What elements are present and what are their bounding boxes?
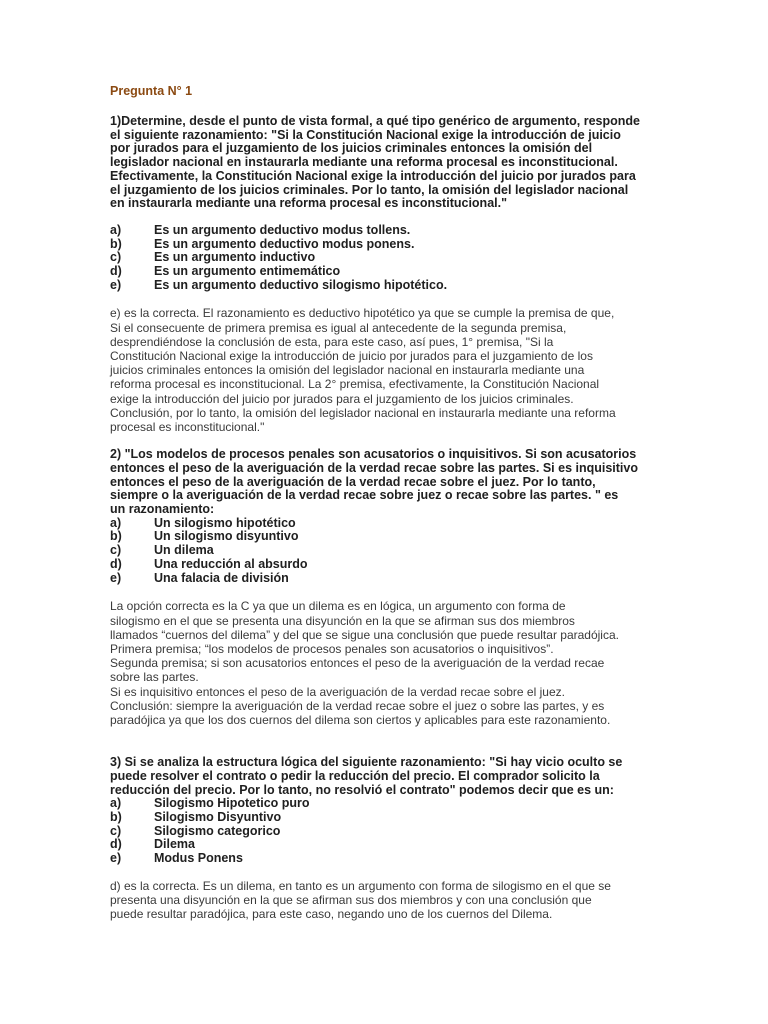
option-e bbox=[110, 279, 658, 293]
option-letter: e) bbox=[110, 277, 122, 292]
option-letter: a) bbox=[110, 796, 122, 811]
option-text: Una falacia de división bbox=[154, 570, 289, 585]
question-line: un razonamiento: bbox=[110, 502, 215, 517]
answer-line: paradójica ya que los dos cuernos del dilema son ciertos y aplicables para este razonamiento. bbox=[110, 712, 611, 727]
question-line: 3) Si se analiza la estructura lógica del siguiente razonamiento: "Si hay vicio oculto se bbox=[110, 755, 623, 770]
answer-line: juicios criminales entonces la omisión del legislador nacional en instaurarla mediante una bbox=[110, 363, 585, 378]
option-letter: b) bbox=[110, 236, 122, 251]
option-letter: d) bbox=[110, 837, 122, 852]
answer-line: Conclusión, por lo tanto, la omisión del legislador nacional en instaurarla mediante una reforma bbox=[110, 405, 616, 420]
question-3 bbox=[110, 756, 658, 921]
option-b bbox=[110, 530, 658, 544]
answer-line: Primera premisa; “los modelos de procesos penales son acusatorios o inquisitivos”. bbox=[110, 641, 554, 656]
option-letter: b) bbox=[110, 529, 122, 544]
answer-2-text bbox=[110, 599, 658, 727]
question-1-text bbox=[110, 115, 658, 211]
question-line: legislador nacional en instaurarla mediante una reforma procesal es inconstitucional. bbox=[110, 155, 618, 170]
answer-line: Constitución Nacional exige la introducción de juicio por jurados para el juzgamiento de los bbox=[110, 349, 593, 364]
section-heading: Pregunta N° 1 bbox=[110, 84, 193, 98]
answer-line: desprendiéndose la conclusión de esta, para este caso, así pues, 1° premisa, "Si la bbox=[110, 334, 554, 349]
option-text: Es un argumento deductivo silogismo hipotético. bbox=[154, 277, 448, 292]
option-text: Silogismo Hipotetico puro bbox=[154, 796, 310, 811]
answer-line: exige la introducción del juicio por jurados para el juzgamiento de los juicios criminales. bbox=[110, 391, 574, 406]
question-line: reducción del precio. Por lo tanto, no resolvió el contrato" podemos decir que es un: bbox=[110, 782, 614, 797]
option-text: Es un argumento inductivo bbox=[154, 250, 316, 265]
option-letter: c) bbox=[110, 823, 122, 838]
question-line: Efectivamente, la Constitución Nacional exige la introducción del juicio por jurados para bbox=[110, 168, 636, 183]
document-content bbox=[110, 84, 658, 921]
answer-line: presenta una disyunción en la que se afirman sus dos miembros y con una conclusión que bbox=[110, 892, 592, 907]
answer-line: silogismo en el que se presenta una disyunción en la que se afirman sus dos miembros bbox=[110, 613, 575, 628]
option-d bbox=[110, 558, 658, 572]
question-line: 1)Determine, desde el punto de vista formal, a qué tipo genérico de argumento, responde bbox=[110, 114, 640, 128]
option-letter: d) bbox=[110, 264, 122, 279]
question-1 bbox=[110, 115, 658, 434]
option-text: Silogismo categorico bbox=[154, 823, 281, 838]
answer-line: La opción correcta es la C ya que un dilema es en lógica, un argumento con forma de bbox=[110, 599, 566, 614]
option-c bbox=[110, 251, 658, 265]
option-letter: e) bbox=[110, 851, 122, 866]
question-1-options bbox=[110, 224, 658, 293]
option-text: Es un argumento deductivo modus ponens. bbox=[154, 236, 415, 251]
question-line: entonces el peso de la averiguación de la verdad recae sobre el juez. Por lo tanto, bbox=[110, 474, 596, 489]
option-letter: a) bbox=[110, 222, 122, 237]
option-text: Un silogismo hipotético bbox=[154, 515, 296, 530]
option-letter: a) bbox=[110, 515, 122, 530]
question-2-text bbox=[110, 448, 658, 517]
option-letter: d) bbox=[110, 556, 122, 571]
option-letter: c) bbox=[110, 543, 122, 558]
answer-line: procesal es inconstitucional." bbox=[110, 420, 265, 435]
answer-line: puede resultar paradójica, para este caso, negando uno de los cuernos del Dilema. bbox=[110, 907, 553, 922]
question-line: en instaurarla mediante una reforma procesal es inconstitucional." bbox=[110, 196, 508, 211]
answer-line: Si es inquisitivo entonces el peso de la averiguación de la verdad recae sobre el juez. bbox=[110, 684, 565, 699]
answer-3-text bbox=[110, 879, 658, 922]
answer-line: Si el consecuente de primera premisa es igual al antecedente de la segunda premisa, bbox=[110, 320, 567, 335]
option-a bbox=[110, 517, 658, 531]
question-3-options bbox=[110, 797, 658, 866]
question-line: por jurados para el juzgamiento de los juicios criminales entonces la omisión del bbox=[110, 141, 593, 156]
question-line: siempre o la averiguación de la verdad recae sobre juez o recae sobre las partes. " es bbox=[110, 488, 619, 503]
answer-line: llamados “cuernos del dilema” y del que se sigue una conclusión que puede resultar paradójica. bbox=[110, 627, 619, 642]
question-3-text bbox=[110, 756, 658, 797]
option-letter: c) bbox=[110, 250, 122, 265]
option-text: Un silogismo disyuntivo bbox=[154, 529, 299, 544]
answer-1-text bbox=[110, 306, 658, 434]
answer-line: e) es la correcta. El razonamiento es deductivo hipotético ya que se cumple la premisa de que, bbox=[110, 306, 615, 321]
option-b bbox=[110, 811, 658, 825]
option-c bbox=[110, 544, 658, 558]
option-b bbox=[110, 238, 658, 252]
option-e bbox=[110, 572, 658, 586]
question-2-options bbox=[110, 517, 658, 586]
answer-line: reforma procesal es inconstitucional. La 2° premisa, efectivamente, la Constitución Nacional bbox=[110, 377, 600, 392]
question-line: 2) "Los modelos de procesos penales son acusatorios o inquisitivos. Si son acusatorios bbox=[110, 447, 637, 462]
question-2 bbox=[110, 448, 658, 727]
option-c bbox=[110, 825, 658, 839]
option-letter: b) bbox=[110, 809, 122, 824]
option-letter: e) bbox=[110, 570, 122, 585]
option-text: Dilema bbox=[154, 837, 195, 852]
answer-line: d) es la correcta. Es un dilema, en tanto es un argumento con forma de silogismo en el que se bbox=[110, 878, 611, 893]
option-d bbox=[110, 265, 658, 279]
question-line: el siguiente razonamiento: "Si la Constitución Nacional exige la introducción de juicio bbox=[110, 127, 621, 142]
answer-line: sobre las partes. bbox=[110, 670, 199, 685]
option-text: Modus Ponens bbox=[154, 851, 243, 866]
option-text: Es un argumento entimemático bbox=[154, 264, 341, 279]
option-d bbox=[110, 838, 658, 852]
option-text: Un dilema bbox=[154, 543, 214, 558]
question-line: el juzgamiento de los juicios criminales. Por lo tanto, la omisión del legislador nacional bbox=[110, 182, 629, 197]
answer-line: Conclusión: siempre la averiguación de la verdad recae sobre el juez o sobre las partes, y es bbox=[110, 698, 605, 713]
option-a bbox=[110, 797, 658, 811]
option-e bbox=[110, 852, 658, 866]
option-text: Es un argumento deductivo modus tollens. bbox=[154, 222, 411, 237]
option-text: Silogismo Disyuntivo bbox=[154, 809, 282, 824]
answer-line: Segunda premisa; si son acusatorios entonces el peso de la averiguación de la verdad recae bbox=[110, 656, 605, 671]
option-text: Una reducción al absurdo bbox=[154, 556, 308, 571]
option-a bbox=[110, 224, 658, 238]
question-line: puede resolver el contrato o pedir la reducción del precio. El comprador solicito la bbox=[110, 768, 600, 783]
question-line: entonces el peso de la averiguación de la verdad recae sobre las partes. Si es inquisitivo bbox=[110, 460, 638, 475]
